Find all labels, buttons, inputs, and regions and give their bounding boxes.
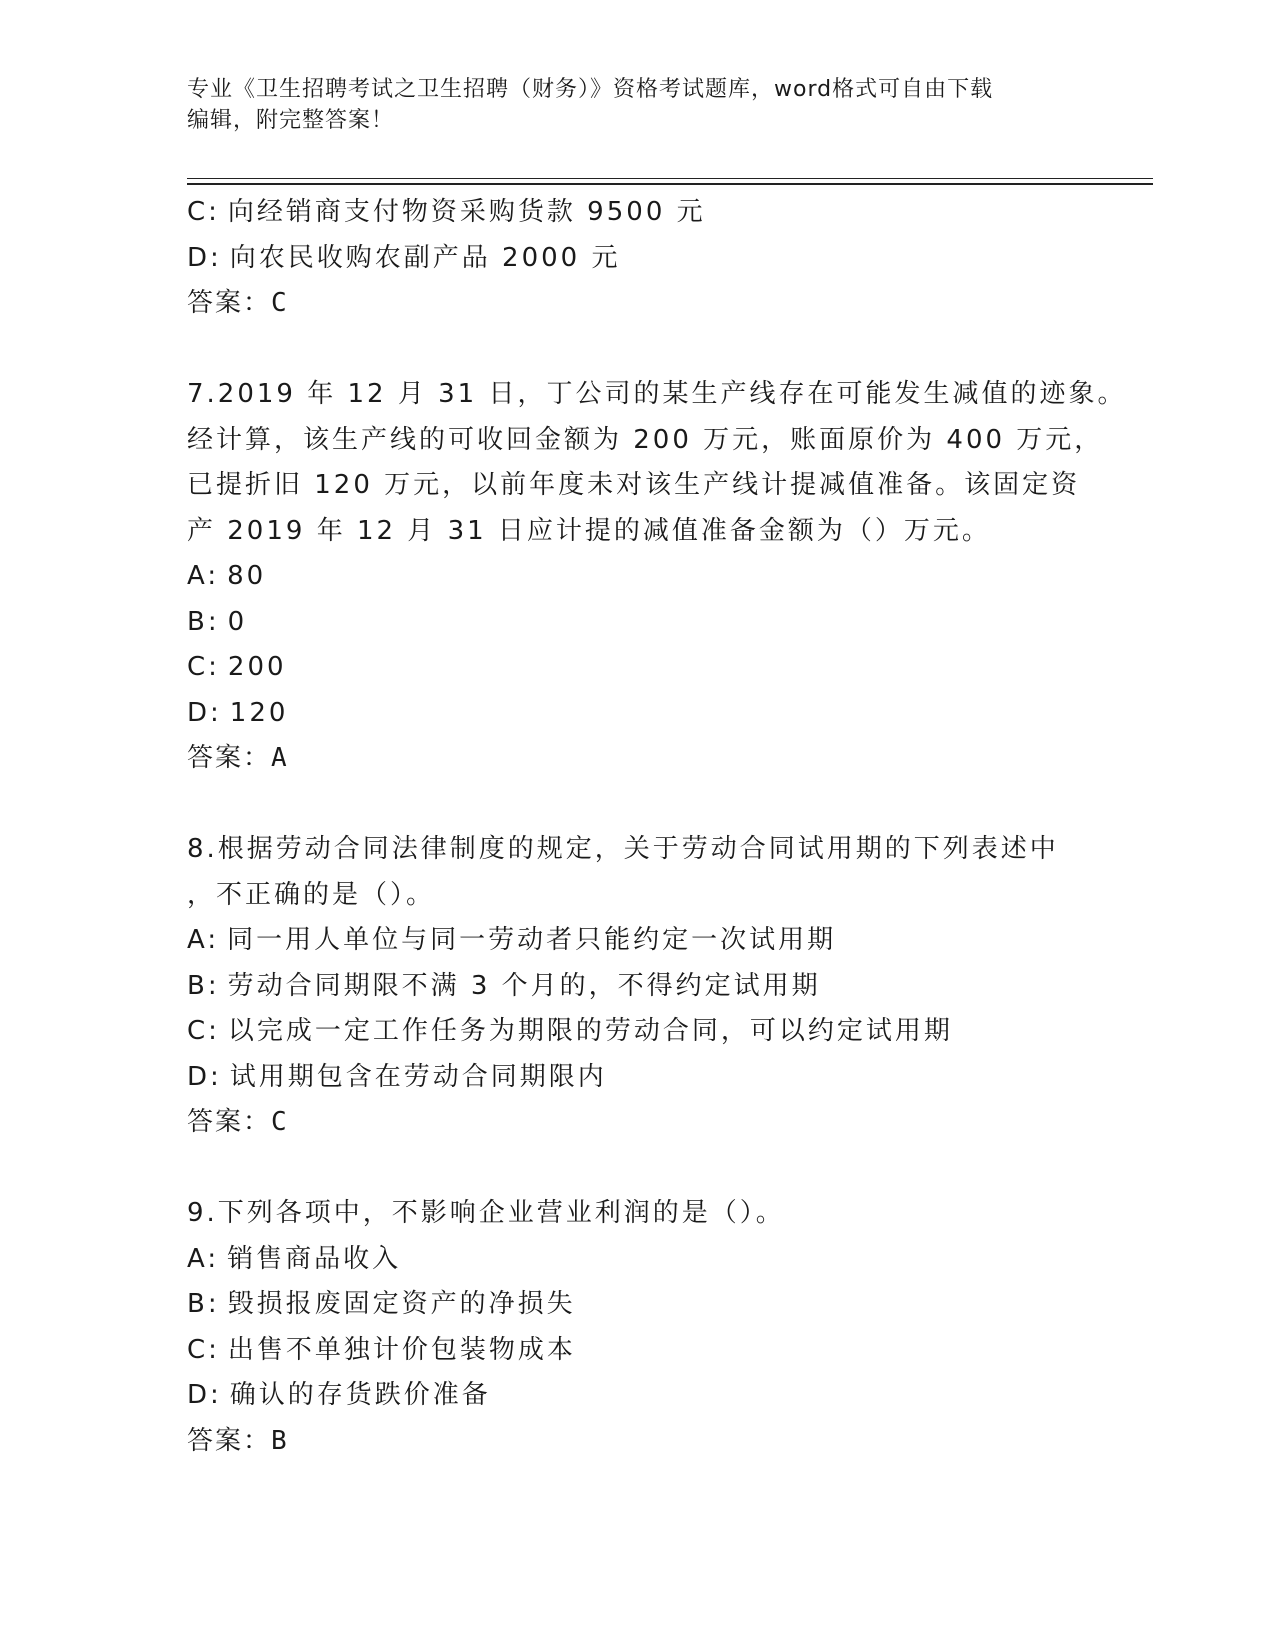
option-key: C: bbox=[187, 652, 220, 682]
option-b bbox=[187, 964, 1067, 1010]
question-text-line: ，不正确的是（）。 bbox=[187, 879, 436, 910]
spacer bbox=[187, 1146, 1067, 1192]
question-7 bbox=[187, 372, 1127, 782]
option-text: 出售不单独计价包装物成本 bbox=[227, 1334, 576, 1365]
answer-value: A bbox=[271, 743, 289, 773]
option-text: 同一用人单位与同一劳动者只能约定一次试用期 bbox=[227, 925, 837, 955]
option-key: C: bbox=[187, 1016, 220, 1046]
option-key: C: bbox=[187, 1334, 220, 1365]
option-key: B: bbox=[187, 1289, 220, 1319]
question-content bbox=[187, 190, 1127, 1464]
option-text: 向经销商支付物资采购货款 9500 元 bbox=[227, 197, 706, 227]
option-text: 0 bbox=[227, 606, 248, 637]
header-line-2: 编辑，附完整答案！ bbox=[187, 108, 395, 133]
option-key: D: bbox=[187, 1380, 222, 1410]
question-8 bbox=[187, 827, 1067, 1146]
answer-value: C bbox=[271, 288, 289, 318]
option-key: D: bbox=[187, 1061, 222, 1092]
option-text: 80 bbox=[227, 561, 267, 591]
option-key: A: bbox=[187, 1243, 220, 1274]
question-text-line: 8.根据劳动合同法律制度的规定，关于劳动合同试用期的下列表述中 bbox=[187, 834, 1059, 864]
answer-label: 答案： bbox=[187, 743, 272, 773]
answer-line bbox=[187, 1419, 1067, 1465]
question-9 bbox=[187, 1191, 1067, 1464]
option-c bbox=[187, 190, 1067, 236]
option-d bbox=[187, 1055, 1067, 1101]
answer-label: 答案： bbox=[187, 288, 272, 318]
answer-line bbox=[187, 281, 1067, 327]
option-a bbox=[187, 554, 1067, 600]
question-text-line: 经计算，该生产线的可收回金额为 200 万元，账面原价为 400 万元， bbox=[187, 424, 1104, 455]
option-text: 确认的存货跌价准备 bbox=[229, 1380, 491, 1410]
header-line-1: 专业《卫生招聘考试之卫生招聘（财务）》资格考试题库，word格式可自由下载 bbox=[187, 77, 994, 102]
option-text: 200 bbox=[227, 652, 287, 682]
option-d bbox=[187, 1373, 1067, 1419]
answer-value: C bbox=[271, 1107, 289, 1137]
header-divider-thick bbox=[187, 183, 1153, 185]
option-key: C: bbox=[187, 197, 220, 227]
option-c bbox=[187, 1009, 1067, 1055]
question-text-line: 已提折旧 120 万元，以前年度未对该生产线计提减值准备。该固定资 bbox=[187, 470, 1081, 500]
option-key: B: bbox=[187, 606, 220, 637]
answer-label: 答案： bbox=[187, 1107, 272, 1137]
option-key: A: bbox=[187, 925, 220, 955]
option-text: 毁损报废固定资产的净损失 bbox=[227, 1289, 576, 1319]
answer-line bbox=[187, 736, 1067, 782]
question-6-tail bbox=[187, 190, 1067, 327]
option-text: 120 bbox=[229, 697, 289, 728]
spacer bbox=[187, 327, 1067, 373]
option-text: 以完成一定工作任务为期限的劳动合同，可以约定试用期 bbox=[227, 1016, 953, 1046]
answer-value: B bbox=[271, 1425, 289, 1456]
option-key: B: bbox=[187, 970, 220, 1001]
question-text-line: 产 2019 年 12 月 31 日应计提的减值准备金额为（）万元。 bbox=[187, 515, 991, 546]
answer-label: 答案： bbox=[187, 1425, 272, 1456]
spacer bbox=[187, 782, 1067, 828]
question-text-line: 7.2019 年 12 月 31 日，丁公司的某生产线存在可能发生减值的迹象。 bbox=[187, 379, 1127, 409]
option-text: 劳动合同期限不满 3 个月的，不得约定试用期 bbox=[227, 970, 821, 1001]
option-d bbox=[187, 691, 1067, 737]
option-key: D: bbox=[187, 242, 222, 273]
option-text: 销售商品收入 bbox=[227, 1243, 402, 1274]
option-key: D: bbox=[187, 697, 222, 728]
option-a bbox=[187, 1237, 1067, 1283]
option-d bbox=[187, 236, 1067, 282]
document-header bbox=[187, 74, 1087, 136]
option-key: A: bbox=[187, 561, 220, 591]
option-a bbox=[187, 918, 1067, 964]
option-c bbox=[187, 1328, 1067, 1374]
option-c bbox=[187, 645, 1067, 691]
option-text: 试用期包含在劳动合同期限内 bbox=[229, 1061, 607, 1092]
option-b bbox=[187, 600, 1067, 646]
question-text-line: 9.下列各项中，不影响企业营业利润的是（）。 bbox=[187, 1198, 785, 1228]
answer-line bbox=[187, 1100, 1067, 1146]
option-text: 向农民收购农副产品 2000 元 bbox=[229, 242, 621, 273]
option-b bbox=[187, 1282, 1067, 1328]
header-divider-thin bbox=[187, 178, 1153, 179]
